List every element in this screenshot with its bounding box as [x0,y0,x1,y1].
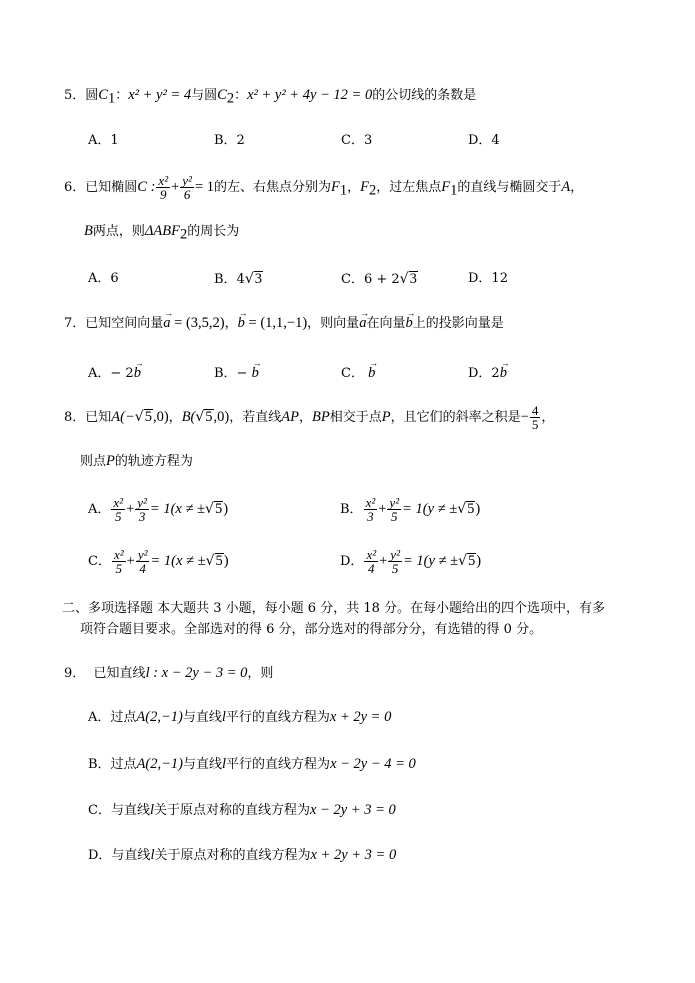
option-b[interactable]: B．4√3 [214,271,262,287]
question-8-line2: 则点P的轨迹方程为 [80,453,193,469]
question-7: 7．已知空间向量→ a = (3,5,2)，→ b = (1,1,−1)，则向量→ a在向量→ b上的投影向量是 [64,314,504,333]
option-c[interactable]: C． $\frac{\text{x²}}{5}$ + $\frac{\text{y²}}{4}$ = 1(x ≠ ±√5) [88,547,229,576]
option-b[interactable]: B．− → b [214,364,259,383]
option-b[interactable]: B．过点A(2,−1)与直线l平行的直线方程为x − 2y − 4 = 0 [88,756,416,772]
sqrt-icon: √ [205,501,214,517]
sqrt-icon: √ [458,553,467,569]
sqrt-icon: √ [205,553,215,569]
option-c[interactable]: C．6 + 2√3 [341,271,417,287]
option-c[interactable]: C．与直线l关于原点对称的直线方程为x − 2y + 3 = 0 [88,802,396,818]
question-5: 5．圆$C_1$：x² + y² = 4与圆$C_2$：x² + y² + 4y − 12 = 0的公切线的条数是 [64,87,477,107]
question-6-line2: B两点，则$\Delta ABF_2$的周长为 [84,223,240,243]
section-heading: 二、多项选择题 本大题共 3 小题，每小题 6 分，共 18 分。在每小题给出的四个选项中，有多 [62,601,606,616]
option-d[interactable]: D．与直线l关于原点对称的直线方程为x + 2y + 3 = 0 [88,847,397,863]
option-a[interactable]: A．1 [88,133,119,148]
option-c[interactable]: C． → b [341,364,375,383]
fraction: $\frac{4}{5}$ [531,403,539,432]
option-a[interactable]: A． $\frac{\text{x²}}{5}$ + $\frac{\text{y²}}{3}$ = 1(x ≠ ±√5) [88,495,229,524]
question-number: 9． [64,666,86,681]
question-8: 8．已知A(−√5,0)，B(√5,0)，若直线AP，BP相交于点P，且它们的斜率之积是− $\frac{4}{5}$ ， [64,403,555,432]
option-d[interactable]: D． $\frac{\text{x²}}{4}$ + $\frac{\text{y²}}{5}$ = 1(y ≠ ±√5) [340,547,482,576]
sqrt-icon: √ [457,501,467,517]
question-9: 9． 已知直线l : x − 2y − 3 = 0，则 [64,665,274,681]
option-d[interactable]: D．2→ b [468,364,507,383]
sqrt-icon: √ [399,271,409,287]
option-a[interactable]: A．过点A(2,−1)与直线l平行的直线方程为x + 2y = 0 [88,709,392,725]
section-instructions: 项符合题目要求。全部选对的得 6 分，部分选对的得部分分，有选错的得 0 分。 [80,622,543,637]
option-b[interactable]: B．2 [214,133,245,148]
vector-b: → b [238,314,245,332]
option-c[interactable]: C．3 [341,133,373,148]
sqrt-icon: √ [195,409,205,425]
question-6: 6．已知椭圆C : $\frac{\text{x²}}{9}$ + $\frac{\text{y²}}{6}$ = 1的左、右焦点分别为$F_1$，$F_2$，过左焦点$F_1$的直线与椭圆交于A， [64,173,584,202]
vector-a: → a [359,314,366,332]
sqrt-icon: √ [244,271,254,287]
question-number: 5． [64,88,86,103]
vector-a: → a [163,314,170,332]
option-a[interactable]: A．6 [88,271,119,286]
fraction: $\frac{\text{y²}}{6}$ [182,173,192,202]
fraction: $\frac{\text{x²}}{9}$ [158,173,169,202]
question-number: 6． [64,180,86,195]
sqrt-icon: √ [134,409,144,425]
question-number: 8． [64,410,86,425]
equation: x² + y² + 4y − 12 = 0 [247,87,373,103]
question-number: 7． [64,316,86,331]
vector-b: → b [405,314,412,332]
option-a[interactable]: A．− 2→ b [88,364,141,383]
option-d[interactable]: D．4 [468,133,500,148]
option-b[interactable]: B． $\frac{\text{x²}}{3}$ + $\frac{\text{y²}}{5}$ = 1(y ≠ ±√5) [340,495,481,524]
option-d[interactable]: D．12 [468,271,508,286]
equation: x² + y² = 4 [128,87,192,103]
